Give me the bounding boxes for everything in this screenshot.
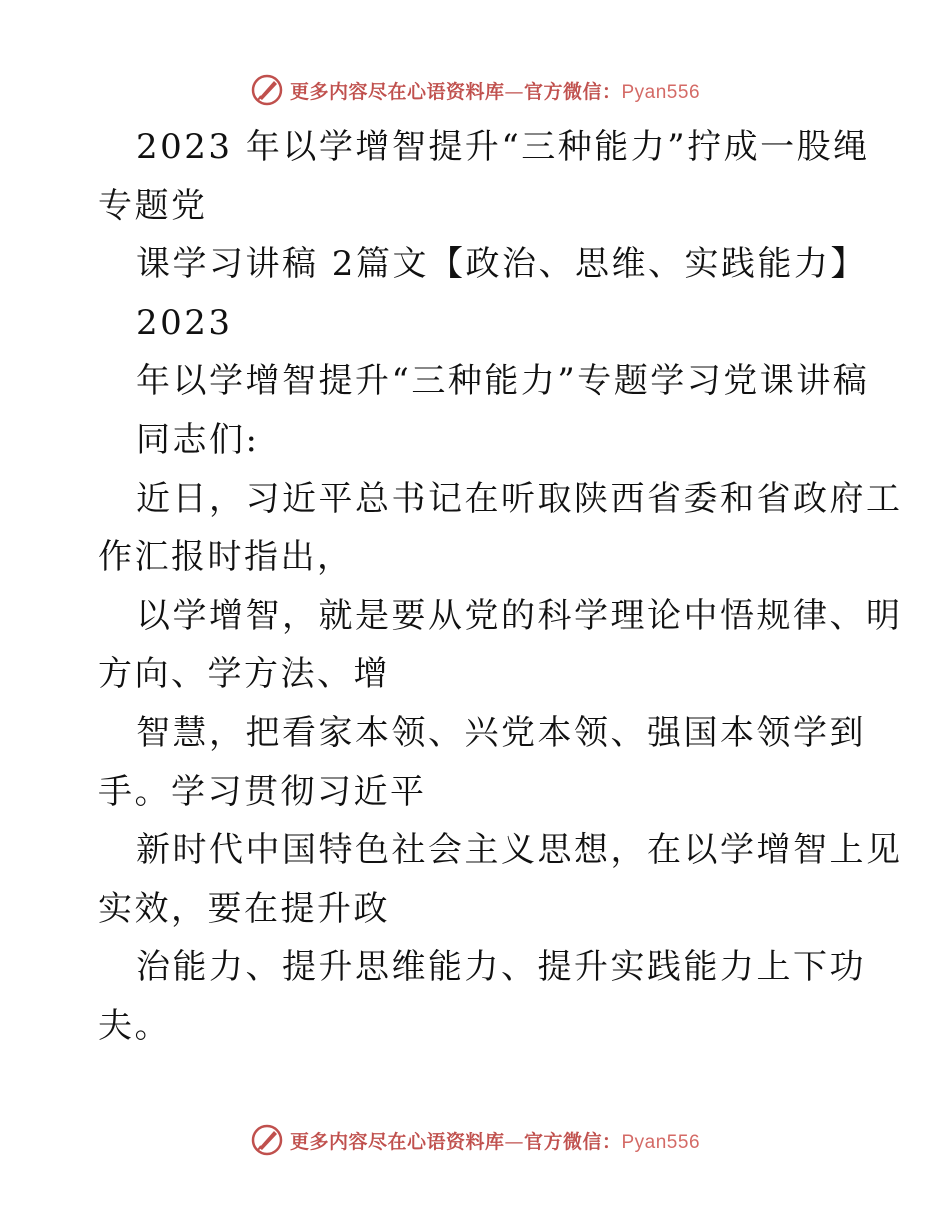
body-line: 手。学习贯彻习近平	[98, 771, 427, 812]
watermark-wechat-label: 官方微信：	[523, 80, 622, 103]
watermark-site-text: 更多内容尽在心语资料库	[289, 1130, 505, 1153]
body-line: 专题党	[98, 185, 208, 226]
body-line: 实效，要在提升政	[98, 888, 390, 929]
body-line: 治能力、提升思维能力、提升实践能力上下功	[136, 947, 866, 988]
quill-pen-circle-icon	[250, 73, 284, 107]
watermark-wechat-label: 官方微信：	[523, 1130, 622, 1153]
watermark-dash: —	[504, 80, 524, 103]
header-watermark	[0, 70, 950, 110]
body-line: 新时代中国特色社会主义思想，在以学增智上见	[136, 830, 903, 871]
body-line: 年以学增智提升“三种能力”专题学习党课讲稿	[136, 361, 870, 402]
quill-pen-circle-icon	[250, 1123, 284, 1157]
body-line: 作汇报时指出，	[98, 537, 354, 578]
body-line: 夫。	[98, 1005, 171, 1046]
watermark-text	[290, 77, 700, 104]
body-line: 以学增智，就是要从党的科学理论中悟规律、明	[136, 595, 903, 636]
watermark-wechat-id: Pyan556	[621, 81, 701, 103]
watermark-site-text: 更多内容尽在心语资料库	[289, 80, 505, 103]
body-line: 2023	[136, 302, 233, 343]
body-line: 同志们:	[136, 419, 260, 460]
watermark-wechat-id: Pyan556	[621, 1131, 701, 1153]
body-line: 智慧，把看家本领、兴党本领、强国本领学到	[136, 712, 866, 753]
watermark-text	[290, 1127, 700, 1154]
body-line: 2023 年以学增智提升“三种能力”拧成一股绳	[136, 127, 870, 167]
body-line: 课学习讲稿 2篇文【政治、思维、实践能力】	[136, 244, 867, 285]
document-body	[98, 118, 903, 1056]
body-line: 方向、学方法、增	[98, 654, 390, 695]
watermark-dash: —	[504, 1130, 524, 1153]
body-line: 近日，习近平总书记在听取陕西省委和省政府工	[136, 478, 903, 519]
footer-watermark	[0, 1120, 950, 1160]
